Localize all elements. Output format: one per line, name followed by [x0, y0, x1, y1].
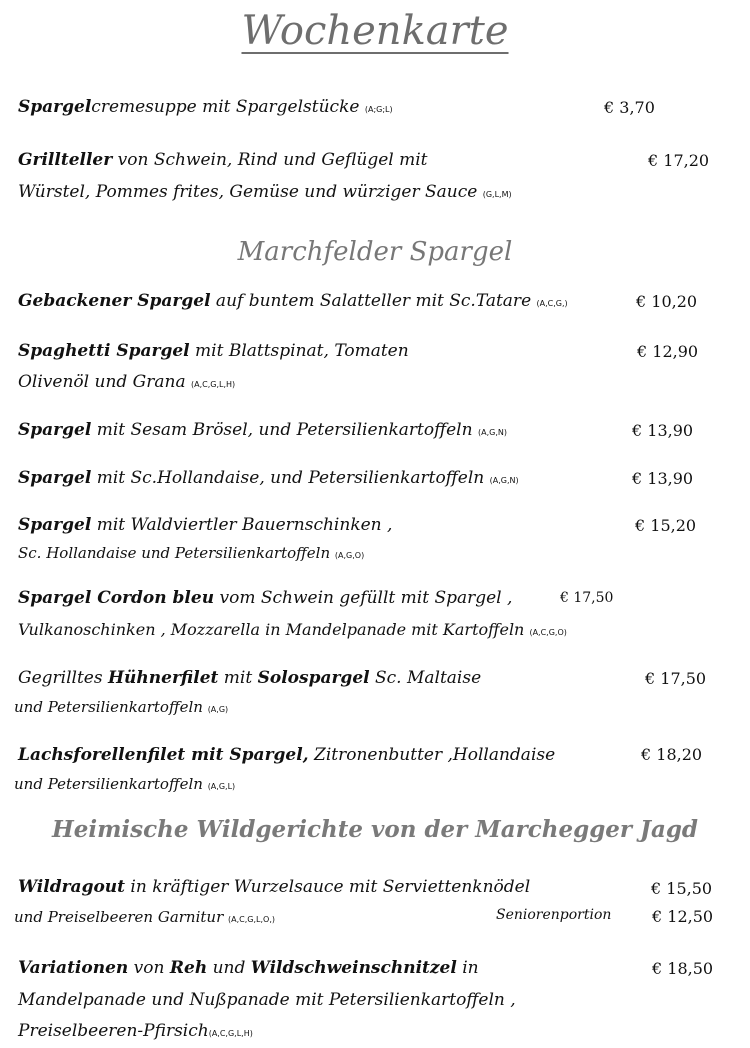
price-ragout: € 15,50	[651, 879, 713, 898]
price-cordon: € 17,50	[560, 590, 614, 606]
price-suppe: € 3,70	[604, 98, 655, 117]
page-title: Wochenkarte	[241, 8, 509, 54]
section-title-spargel: Marchfelder Spargel	[237, 237, 513, 267]
menu-item-cordon-line2: Vulkanoschinken , Mozzarella in Mandelpanade mit Kartoffeln (A,C,G,O)	[18, 620, 567, 639]
menu-item-variationen: Variationen von Reh und Wildschweinschnitzel in	[18, 958, 479, 978]
menu-item-ragout: Wildragout in kräftiger Wurzelsauce mit Serviettenknödel	[18, 877, 531, 897]
price-variationen: € 18,50	[652, 959, 714, 978]
price-lachs: € 18,20	[641, 745, 703, 764]
menu-item-hollandaise: Spargel mit Sc.Hollandaise, und Petersilienkartoffeln (A,G,N)	[18, 468, 519, 488]
price-sesam: € 13,90	[632, 421, 694, 440]
price-hollandaise: € 13,90	[632, 469, 694, 488]
menu-item-sesam: Spargel mit Sesam Brösel, und Petersilienkartoffeln (A,G,N)	[18, 420, 507, 440]
menu-item-cordon: Spargel Cordon bleu vom Schwein gefüllt mit Spargel ,	[18, 588, 513, 608]
price-ragout-senior: € 12,50	[652, 907, 714, 926]
menu-item-huhn-line2: und Petersilienkartoffeln (A,G)	[14, 698, 229, 716]
menu-item-ragout-line2: und Preiselbeeren Garnitur (A,C,G,L,O,)	[14, 908, 275, 926]
menu-item-spaghetti: Spaghetti Spargel mit Blattspinat, Tomaten	[18, 341, 409, 361]
seniorenportion-label: Seniorenportion	[496, 907, 612, 923]
menu-item-grill: Grillteller von Schwein, Rind und Geflügel mit	[18, 150, 428, 170]
menu-item-variationen-line2: Mandelpanade und Nußpanade mit Petersilienkartoffeln ,	[18, 990, 516, 1010]
price-gebacken: € 10,20	[636, 292, 698, 311]
menu-item-variationen-line3: Preiselbeeren-Pfirsich(A,C,G,L,H)	[18, 1021, 253, 1041]
price-spaghetti: € 12,90	[637, 342, 699, 361]
menu-item-lachs: Lachsforellenfilet mit Spargel, Zitronenbutter ,Hollandaise	[18, 745, 556, 765]
menu-item-huhn: Gegrilltes Hühnerfilet mit Solospargel Sc. Maltaise	[18, 668, 482, 688]
menu-item-lachs-line2: und Petersilienkartoffeln (A,G,L)	[14, 775, 236, 793]
section-title-wild: Heimische Wildgerichte von der Marchegger Jagd	[51, 816, 699, 843]
price-huhn: € 17,50	[645, 669, 707, 688]
menu-item-grill-line2: Würstel, Pommes frites, Gemüse und würziger Sauce (G,L,M)	[18, 182, 512, 202]
menu-item-spaghetti-line2: Olivenöl und Grana (A,C,G,L,H)	[18, 372, 236, 392]
menu-item-schinken-line2: Sc. Hollandaise und Petersilienkartoffeln (A,G,O)	[18, 544, 365, 562]
menu-item-suppe: Spargelcremesuppe mit Spargelstücke (A;G;L)	[18, 97, 393, 117]
price-schinken: € 15,20	[635, 516, 697, 535]
menu-item-gebacken: Gebackener Spargel auf buntem Salatteller mit Sc.Tatare (A,C,G,)	[18, 291, 568, 311]
price-grill: € 17,20	[648, 151, 710, 170]
menu-item-schinken: Spargel mit Waldviertler Bauernschinken ,	[18, 515, 393, 535]
